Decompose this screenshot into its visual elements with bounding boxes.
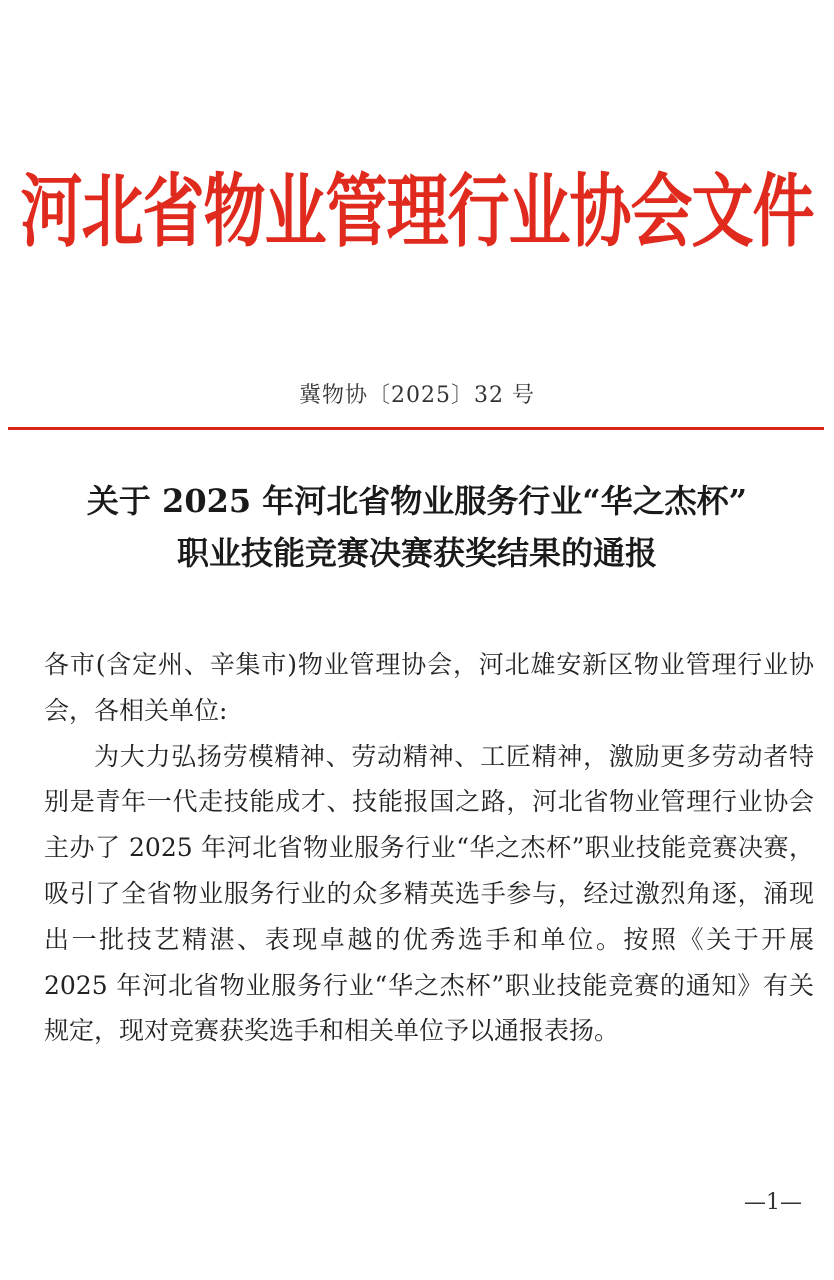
issuing-org-header: 河北省物业管理行业协会文件 (20, 164, 814, 259)
document-title (0, 475, 834, 579)
body-paragraph: 为大力弘扬劳模精神、劳动精神、工匠精神，激励更多劳动者特别是青年一代走技能成才、技能报国之路，河北省物业管理行业协会主办了 2025 年河北省物业服务行业“华之杰杯”职业技能竞赛决赛，吸引了全省物业服务行业的众多精英选手参与，经过激烈角逐，涌现出一批技艺精湛、表现卓越的优秀选手和单位。按照《关于开展 2025 年河北省物业服务行业“华之杰杯”职业技能竞赛的通知》有关规定，现对竞赛获奖选手和相关单位予以通报表扬。 (44, 741, 814, 1046)
document-title-line-1: 关于 2025 年河北省物业服务行业“华之杰杯” (86, 482, 748, 520)
document-number: 冀物协〔2025〕32 号 (299, 383, 535, 408)
document-body (44, 642, 814, 1054)
page-number: —1— (744, 1190, 802, 1215)
salutation: 各市(含定州、辛集市)物业管理协会，河北雄安新区物业管理行业协会，各相关单位: (44, 650, 814, 725)
document-title-line-2: 职业技能竞赛决赛获奖结果的通报 (176, 534, 657, 572)
red-divider-line (8, 427, 824, 430)
